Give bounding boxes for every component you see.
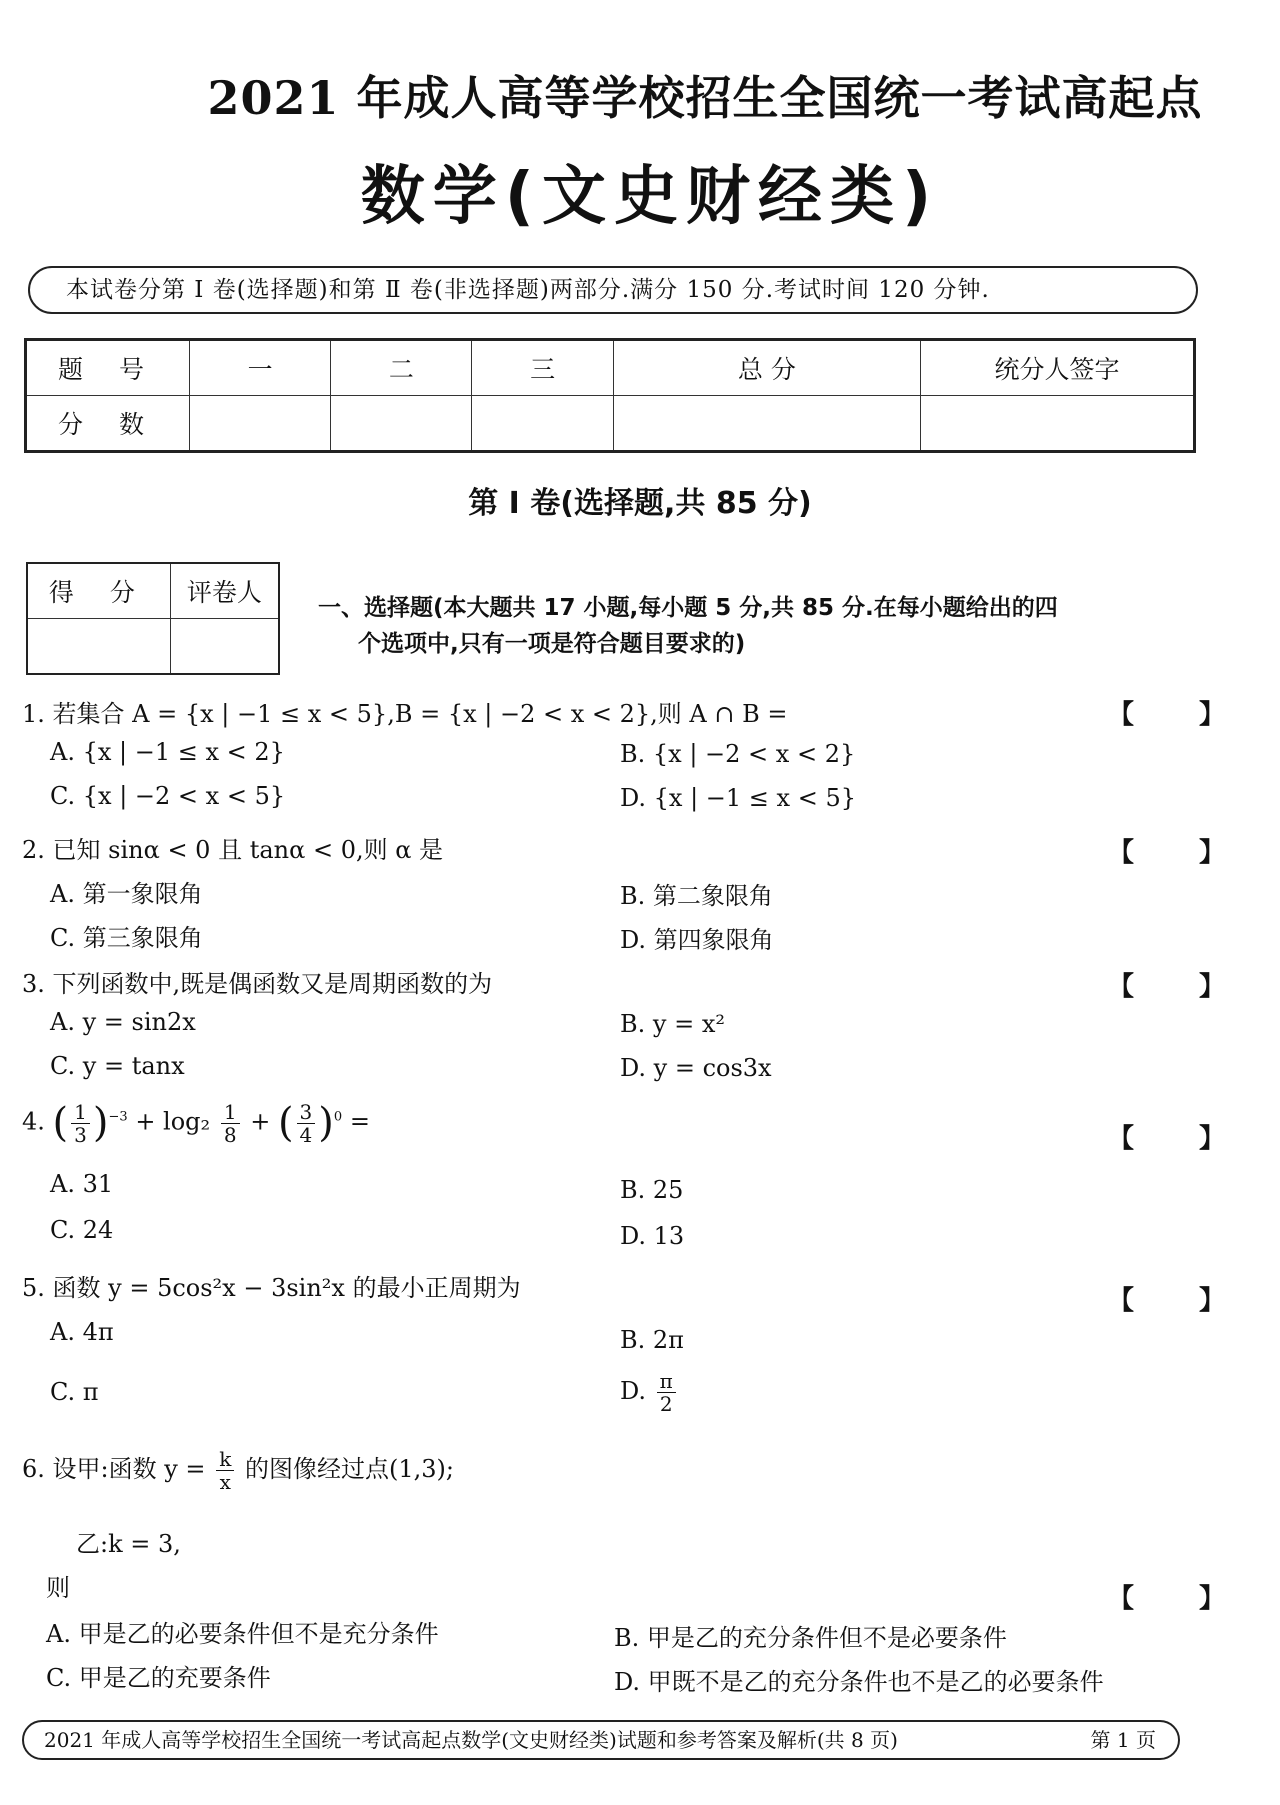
- q4-label: 4.: [22, 1107, 45, 1136]
- q4-answer-bracket[interactable]: 【 】: [1108, 1124, 1254, 1154]
- score-header-3: 三: [472, 340, 613, 396]
- page-footer: [22, 1720, 1180, 1760]
- q4-exp-3: 0: [333, 1109, 343, 1125]
- q5-stem: 5. 函数 y = 5cos²x − 3sin²x 的最小正周期为: [22, 1274, 521, 1302]
- q4-stem: [22, 1100, 370, 1146]
- score-header-total: 总 分: [613, 340, 920, 396]
- q4-exp-1: −3: [108, 1109, 128, 1125]
- q1-option-b: B. {x | −2 < x < 2}: [620, 740, 856, 768]
- q6-option-a: A. 甲是乙的必要条件但不是充分条件: [46, 1620, 439, 1648]
- q4-frac-1-den: 3: [74, 1122, 87, 1147]
- intro-banner: 本试卷分第 Ⅰ 卷(选择题)和第 Ⅱ 卷(非选择题)两部分.满分 150 分.考试时间 120 分钟.: [28, 266, 1198, 314]
- grader-score-cell[interactable]: [27, 619, 170, 675]
- q3-option-a: A. y = sin2x: [50, 1008, 196, 1036]
- q6-stem-a: 6. 设甲:函数 y =: [22, 1455, 206, 1483]
- score-table: [24, 338, 1196, 453]
- subject-title: 数学(文史财经类): [360, 160, 940, 234]
- q4-log: + log₂: [135, 1107, 211, 1136]
- q5-option-d: [620, 1370, 679, 1415]
- q2-option-d: D. 第四象限角: [620, 926, 774, 954]
- q1-stem: 1. 若集合 A = {x | −1 ≤ x < 5},B = {x | −2 < x < 2},则 A ∩ B =: [22, 700, 788, 728]
- q5-frac-den: 2: [659, 1392, 673, 1416]
- q6-option-c: C. 甲是乙的充要条件: [46, 1664, 271, 1692]
- q1-answer-bracket[interactable]: 【 】: [1108, 700, 1254, 730]
- score-cell-1[interactable]: [190, 396, 331, 452]
- q6-frac-den: x: [219, 1470, 231, 1494]
- footer-page-number: 第 1 页: [1090, 1728, 1156, 1752]
- q4-plus: +: [250, 1107, 271, 1136]
- q5-option-d-label: D.: [620, 1377, 647, 1405]
- q4-frac-2: [221, 1101, 240, 1146]
- score-cell-3[interactable]: [472, 396, 613, 452]
- grader-name-cell[interactable]: [170, 619, 279, 675]
- q4-frac-1-num: 1: [71, 1101, 90, 1124]
- score-cell-total[interactable]: [613, 396, 920, 452]
- q4-paren-close: ): [92, 1100, 109, 1146]
- q2-option-a: A. 第一象限角: [50, 880, 203, 908]
- q4-frac-2-den: 8: [223, 1122, 237, 1147]
- q6-answer-bracket[interactable]: 【 】: [1108, 1584, 1254, 1614]
- q6-option-b: B. 甲是乙的充分条件但不是必要条件: [614, 1624, 1007, 1652]
- q5-option-a: A. 4π: [50, 1318, 114, 1346]
- q2-option-c: C. 第三象限角: [50, 924, 203, 952]
- q3-answer-bracket[interactable]: 【 】: [1108, 972, 1254, 1002]
- q4-frac-3: [297, 1101, 316, 1146]
- q3-option-b: B. y = x²: [620, 1010, 725, 1038]
- score-header-label: 题 号: [26, 340, 190, 396]
- section-line-2: 个选项中,只有一项是符合题目要求的): [358, 631, 746, 657]
- q4-paren-open: (: [52, 1100, 69, 1146]
- q6-frac: [216, 1448, 234, 1493]
- q1-option-c: C. {x | −2 < x < 5}: [50, 782, 286, 810]
- q4-option-d: D. 13: [620, 1222, 685, 1250]
- q4-option-c: C. 24: [50, 1216, 114, 1244]
- part-title: 第 Ⅰ 卷(选择题,共 85 分): [468, 486, 812, 521]
- q4-equals: =: [349, 1107, 370, 1136]
- section-instructions: [318, 590, 1198, 662]
- grader-score-label: 得 分: [27, 563, 170, 619]
- q6-line-2: 乙:k = 3,: [76, 1530, 181, 1558]
- q4-frac-3-den: 4: [299, 1122, 313, 1147]
- q6-stem-b: 的图像经过点(1,3);: [244, 1455, 454, 1483]
- q6-line-3: 则: [46, 1574, 70, 1602]
- q3-option-d: D. y = cos3x: [620, 1054, 772, 1082]
- q2-option-b: B. 第二象限角: [620, 882, 773, 910]
- footer-text: 2021 年成人高等学校招生全国统一考试高起点数学(文史财经类)试题和参考答案及解析(共 8 页): [44, 1728, 898, 1752]
- q4-frac-2-num: 1: [221, 1101, 240, 1124]
- q1-option-a: A. {x | −1 ≤ x < 2}: [50, 738, 285, 766]
- q3-option-c: C. y = tanx: [50, 1052, 185, 1080]
- q4-option-b: B. 25: [620, 1176, 684, 1204]
- q2-answer-bracket[interactable]: 【 】: [1108, 838, 1254, 868]
- q5-option-d-frac: [657, 1370, 676, 1415]
- q4-frac-1: [71, 1101, 90, 1146]
- score-header-2: 二: [331, 340, 472, 396]
- q4-frac-3-num: 3: [297, 1101, 316, 1124]
- exam-title: 2021 年成人高等学校招生全国统一考试高起点: [207, 71, 1203, 125]
- q5-option-c: C. π: [50, 1378, 99, 1406]
- q2-stem: 2. 已知 sinα < 0 且 tanα < 0,则 α 是: [22, 836, 444, 864]
- q5-frac-num: π: [657, 1370, 676, 1393]
- score-header-1: 一: [190, 340, 331, 396]
- q4-paren-open-2: (: [277, 1100, 294, 1146]
- grader-table: [26, 562, 280, 675]
- score-cell-2[interactable]: [331, 396, 472, 452]
- score-row-label: 分 数: [26, 396, 190, 452]
- q4-paren-close-2: ): [318, 1100, 334, 1146]
- q5-option-b: B. 2π: [620, 1326, 684, 1354]
- score-header-signature: 统分人签字: [921, 340, 1195, 396]
- q6-option-d: D. 甲既不是乙的充分条件也不是乙的必要条件: [614, 1668, 1104, 1696]
- grader-name-label: 评卷人: [170, 563, 279, 619]
- q5-answer-bracket[interactable]: 【 】: [1108, 1286, 1254, 1316]
- q1-option-d: D. {x | −1 ≤ x < 5}: [620, 784, 856, 812]
- q4-option-a: A. 31: [50, 1170, 114, 1198]
- q6-frac-num: k: [216, 1448, 234, 1471]
- section-line-1: 一、选择题(本大题共 17 小题,每小题 5 分,共 85 分.在每小题给出的四: [318, 595, 1058, 621]
- q3-stem: 3. 下列函数中,既是偶函数又是周期函数的为: [22, 970, 493, 998]
- score-cell-signature[interactable]: [921, 396, 1195, 452]
- q6-stem: [22, 1448, 454, 1493]
